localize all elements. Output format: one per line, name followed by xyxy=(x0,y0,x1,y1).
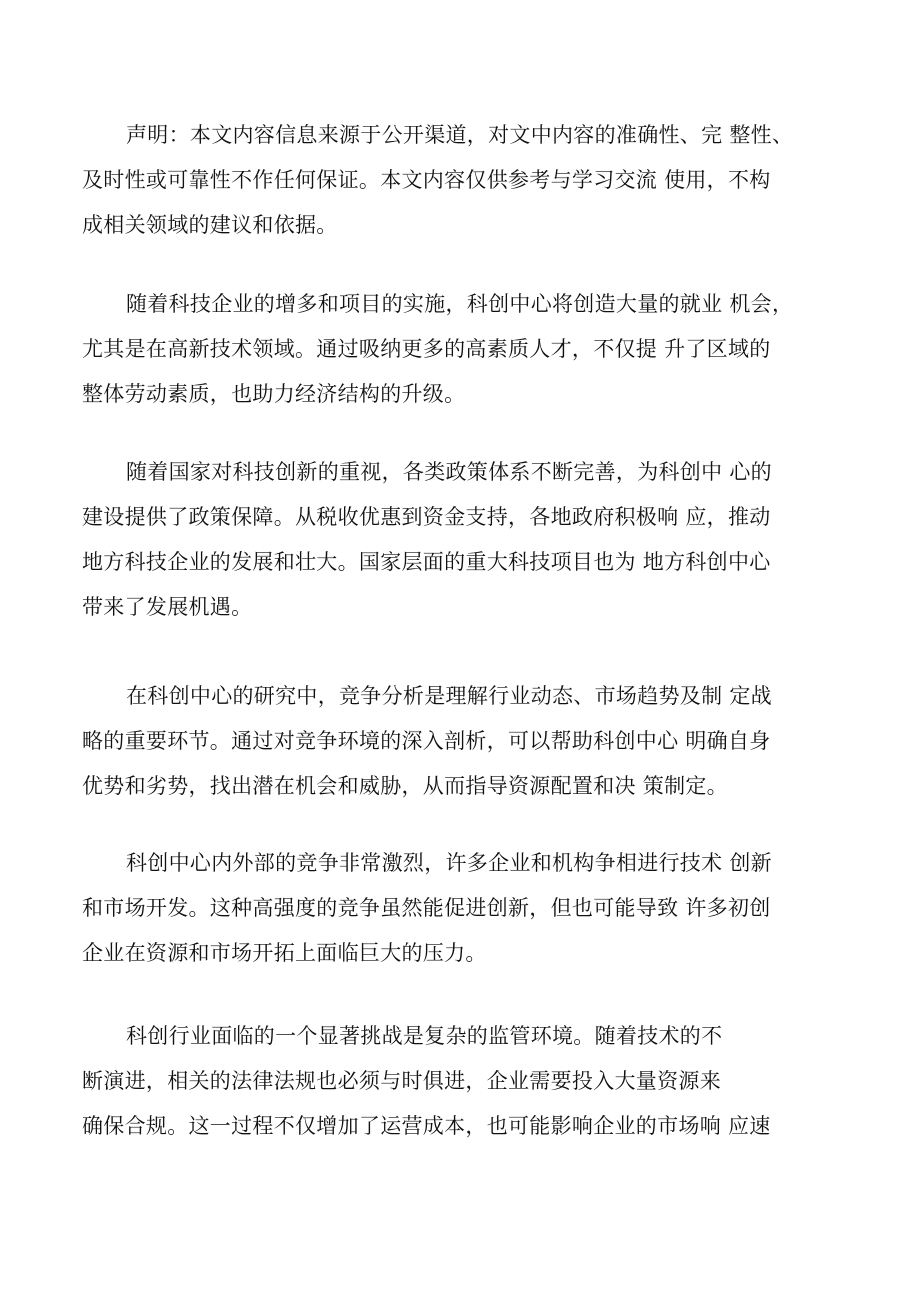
paragraph-line: 地方科技企业的发展和壮大。国家层面的重大科技项目也为 地方科创中心 xyxy=(82,550,771,574)
paragraph-line: 带来了发展机遇。 xyxy=(82,595,253,619)
paragraph-line: 随着科技企业的增多和项目的实施，科创中心将创造大量的就业 机会， xyxy=(126,292,794,316)
paragraph-line: 建设提供了政策保障。从税收优惠到资金支持，各地政府积极响 应，推动 xyxy=(82,505,771,529)
paragraph-competition xyxy=(82,841,862,976)
paragraph-line: 及时性或可靠性不作任何保证。本文内容仅供参考与学习交流 使用，不构 xyxy=(82,168,771,192)
paragraph-line: 整体劳动素质，也助力经济结构的升级。 xyxy=(82,382,466,406)
paragraph-policy xyxy=(82,450,862,630)
paragraph-line: 科创中心内外部的竞争非常激烈，许多企业和机构争相进行技术 创新 xyxy=(126,851,772,875)
paragraph-line: 略的重要环节。通过对竞争环境的深入剖析，可以帮助科创中心 明确自身 xyxy=(82,729,771,753)
paragraph-line: 确保合规。这一过程不仅增加了运营成本，也可能影响企业的市场响 应速 xyxy=(82,1114,771,1138)
paragraph-disclaimer xyxy=(82,113,862,248)
paragraph-competition-analysis xyxy=(82,674,862,809)
paragraph-line: 在科创中心的研究中，竞争分析是理解行业动态、市场趋势及制 定战 xyxy=(126,684,772,708)
paragraph-line: 随着国家对科技创新的重视，各类政策体系不断完善，为科创中 心的 xyxy=(126,460,772,484)
paragraph-line: 成相关领域的建议和依据。 xyxy=(82,213,338,237)
paragraph-line: 科创行业面临的一个显著挑战是复杂的监管环境。随着技术的不 xyxy=(126,1024,723,1048)
paragraph-line: 断演进，相关的法律法规也必须与时俱进，企业需要投入大量资源来 xyxy=(82,1069,721,1093)
paragraph-regulation xyxy=(82,1014,862,1149)
paragraph-line: 声明：本文内容信息来源于公开渠道，对文中内容的准确性、完 整性、 xyxy=(126,123,794,147)
paragraph-employment xyxy=(82,282,862,417)
paragraph-line: 和市场开发。这种高强度的竞争虽然能促进创新，但也可能导致 许多初创 xyxy=(82,896,771,920)
paragraph-line: 企业在资源和市场开拓上面临巨大的压力。 xyxy=(82,941,487,965)
paragraph-line: 尤其是在高新技术领域。通过吸纳更多的高素质人才，不仅提 升了区域的 xyxy=(82,337,771,361)
paragraph-line: 优势和劣势，找出潜在机会和威胁，从而指导资源配置和决 策制定。 xyxy=(82,774,728,798)
